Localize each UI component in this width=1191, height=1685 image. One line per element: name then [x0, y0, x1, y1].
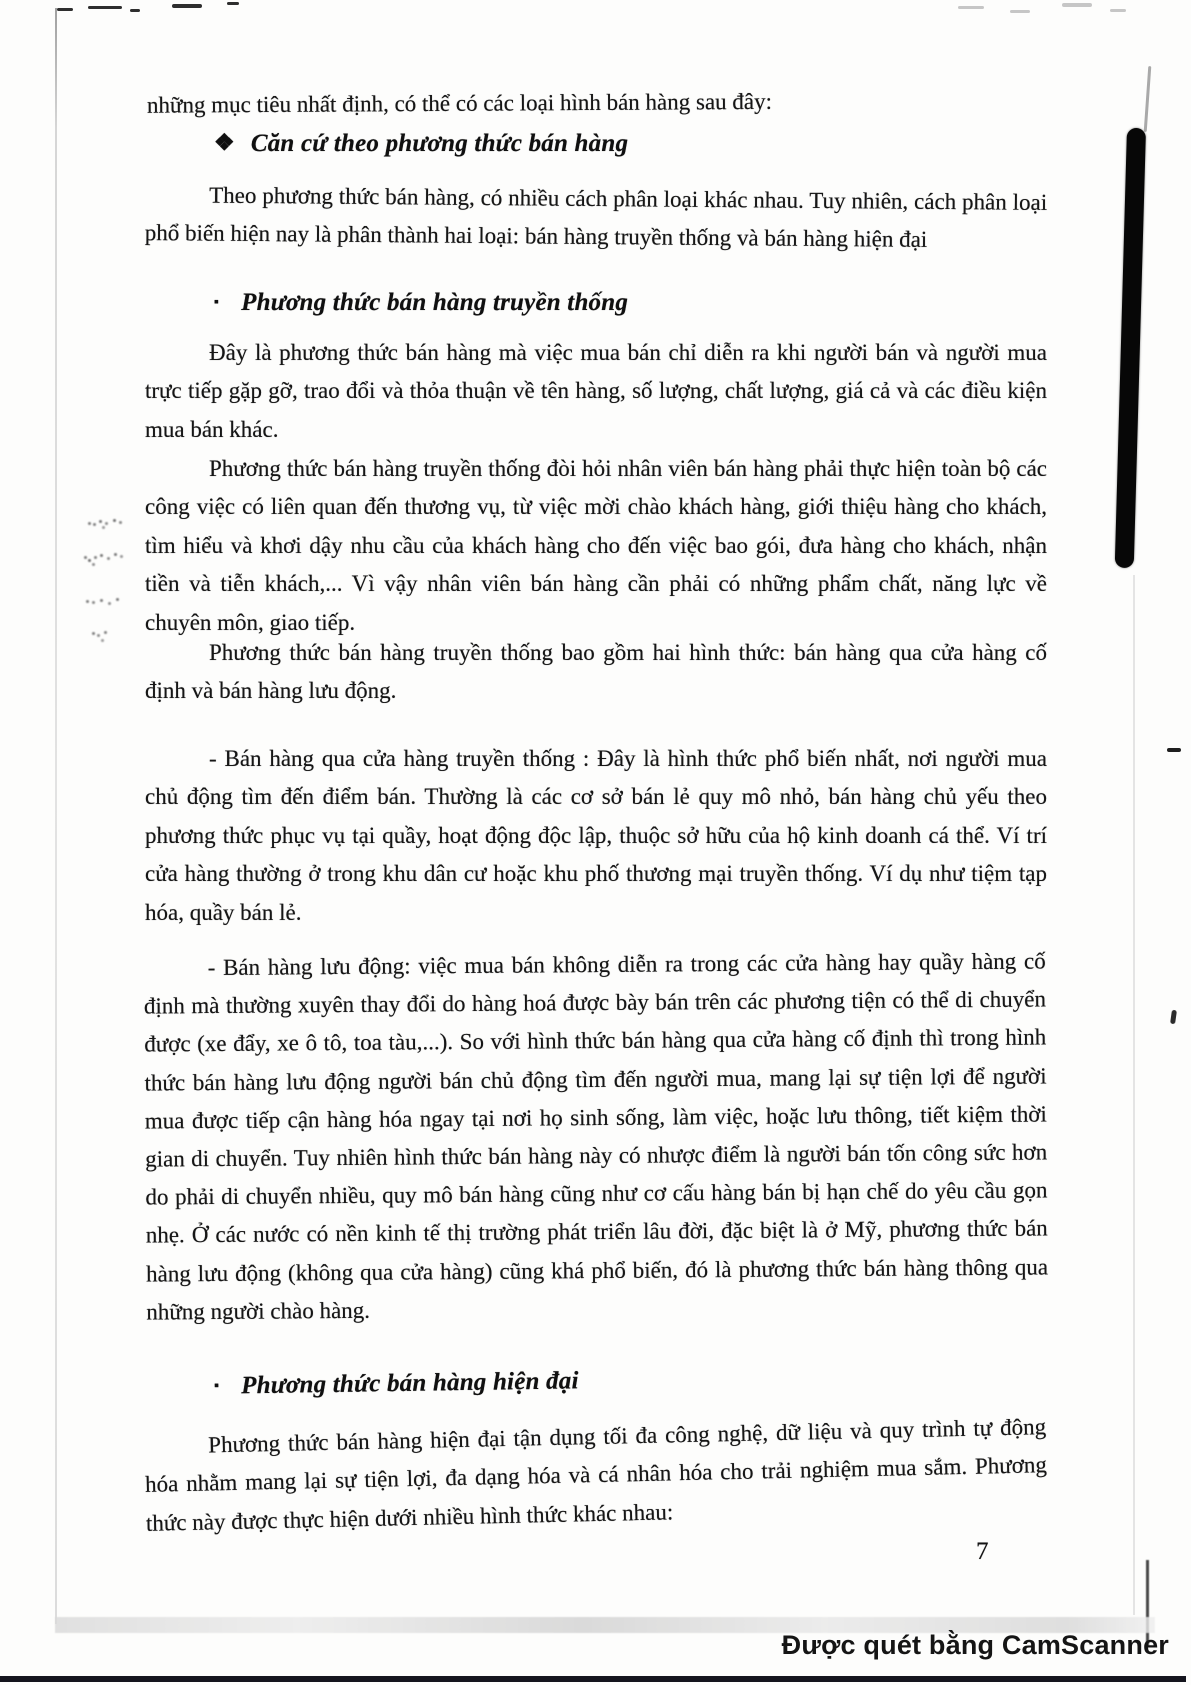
paragraph-phan-loai: Theo phương thức bán hàng, có nhiều cách phân loại khác nhau. Tuy nhiên, cách phân loại phổ biến hiện nay là phân thành hai loại: bán hàng truyền thống và bán hàng hiện đại	[144, 182, 1048, 253]
pencil-smudge	[92, 632, 95, 635]
pencil-smudge	[84, 556, 87, 559]
top-pen-mark	[227, 2, 239, 5]
ink-streak-artifact	[1115, 128, 1146, 568]
top-pen-mark	[88, 6, 122, 9]
subheading-truyen-thong	[214, 289, 628, 317]
top-pen-mark-faint	[958, 6, 984, 9]
paragraph-ban-hang-qua-cua-hang: - Bán hàng qua cửa hàng truyền thống : Đây là hình thức phổ biến nhất, nơi người mua chủ động tìm đến điểm bán. Thường là các cơ sở bán lẻ quy mô nhỏ, bán hàng chủ yếu theo phương thức phục vụ tại quầy, hoạt động độc lập, thuộc sở hữu của hộ kinh doanh cá thể. Ví trí cửa hàng thường ở trong khu dân cư hoặc khu phố thương mại truyền thống. Ví dụ như tiệm tạp hóa, quầy bán lẻ.	[145, 746, 1047, 925]
top-pen-mark	[57, 8, 73, 11]
ink-streak-tail	[1144, 66, 1152, 132]
subheading-label: Phương thức bán hàng hiện đại	[240, 1367, 579, 1400]
pencil-smudge	[88, 522, 91, 525]
diamond-bullet-icon: ❖	[214, 130, 235, 155]
right-margin-comma-mark	[1170, 1010, 1177, 1025]
top-pen-mark-faint	[1010, 10, 1030, 13]
section-heading-label: Căn cứ theo phương thức bán hàng	[250, 130, 629, 157]
bottom-border-line	[0, 1676, 1186, 1682]
top-pen-mark-faint	[1062, 3, 1092, 7]
subheading-hien-dai	[214, 1367, 579, 1400]
paragraph-doi-hoi-nhan-vien: Phương thức bán hàng truyền thống đòi hỏi nhân viên bán hàng phải thực hiện toàn bộ các công việc có liên quan đến thương vụ, từ việc mời chào khách hàng, giới thiệu hàng cho khách, tìm hiểu và khơi dậy nhu cầu của khách hàng cho đến việc bao gói, đưa hàng cho khách, nhận tiền và tiễn khách,... Vì vậy nhân viên bán hàng cần phải có những phẩm chất, năng lực về chuyên môn, giao tiếp.	[145, 456, 1047, 635]
pencil-smudge	[86, 600, 89, 603]
page-right-edge-line	[1133, 575, 1135, 1615]
paragraph-hai-hinh-thuc: Phương thức bán hàng truyền thống bao gồm hai hình thức: bán hàng qua cửa hàng cố định và bán hàng lưu động.	[145, 640, 1047, 704]
top-pen-mark	[172, 4, 202, 8]
camscanner-credit: Được quét bằng CamScanner	[781, 1630, 1169, 1660]
section-heading-can-cu	[214, 130, 628, 158]
top-pen-mark	[130, 9, 140, 12]
subheading-label: Phương thức bán hàng truyền thống	[241, 289, 629, 316]
page-number: 7	[976, 1538, 989, 1565]
paragraph-ban-hang-luu-dong: - Bán hàng lưu động: việc mua bán không diễn ra trong các cửa hàng hay quầy hàng cố định mà thường xuyên thay đổi do hàng hoá được bày bán trên các phương tiện có thể di chuyển được (xe đẩy, xe ô tô, toa tàu,...). So với hình thức bán hàng qua cửa hàng cố định thì trong hình thức bán hàng lưu động người bán chủ động tìm đến người mua, mang lại sự tiện lợi để người mua được tiếp cận hàng hóa ngay tại nơi họ sinh sống, làm việc, hoặc lưu thông, tiết kiệm thời gian di chuyển. Tuy nhiên hình thức bán hàng này có nhược điểm là người bán tốn công sức hơn do phải di chuyển nhiều, quy mô bán hàng cũng như cơ cấu hàng bán bị hạn chế do yêu cầu gọn nhẹ. Ở các nước có nền kinh tế thị trường phát triển lâu đời, đặc biệt là ở Mỹ, phương thức bán hàng lưu động (không qua cửa hàng) cũng khá phổ biến, đó là phương thức bán hàng thông qua những người chào hàng.	[143, 948, 1049, 1325]
top-pen-mark-faint	[1110, 9, 1126, 12]
intro-continuation-line: những mục tiêu nhất định, có thể có các loại hình bán hàng sau đây:	[146, 88, 773, 118]
square-bullet-icon: ▪	[213, 1378, 220, 1394]
paragraph-dinh-nghia-truyen-thong: Đây là phương thức bán hàng mà việc mua bán chỉ diễn ra khi người bán và người mua trực tiếp gặp gỡ, trao đổi và thỏa thuận về tên hàng, số lượng, chất lượng, giá cả và các điều kiện mua bán khác.	[145, 340, 1047, 442]
page-left-edge-line	[55, 8, 57, 1624]
right-margin-dash-mark	[1167, 748, 1181, 752]
paragraph-hien-dai-mo-ta: Phương thức bán hàng hiện đại tận dụng tối đa công nghệ, dữ liệu và quy trình tự động hóa nhằm mang lại sự tiện lợi, đa dạng hóa và cá nhân hóa cho trải nghiệm mua sắm. Phương thức này được thực hiện dưới nhiều hình thức khác nhau:	[144, 1414, 1048, 1536]
square-bullet-icon: ▪	[214, 295, 220, 310]
